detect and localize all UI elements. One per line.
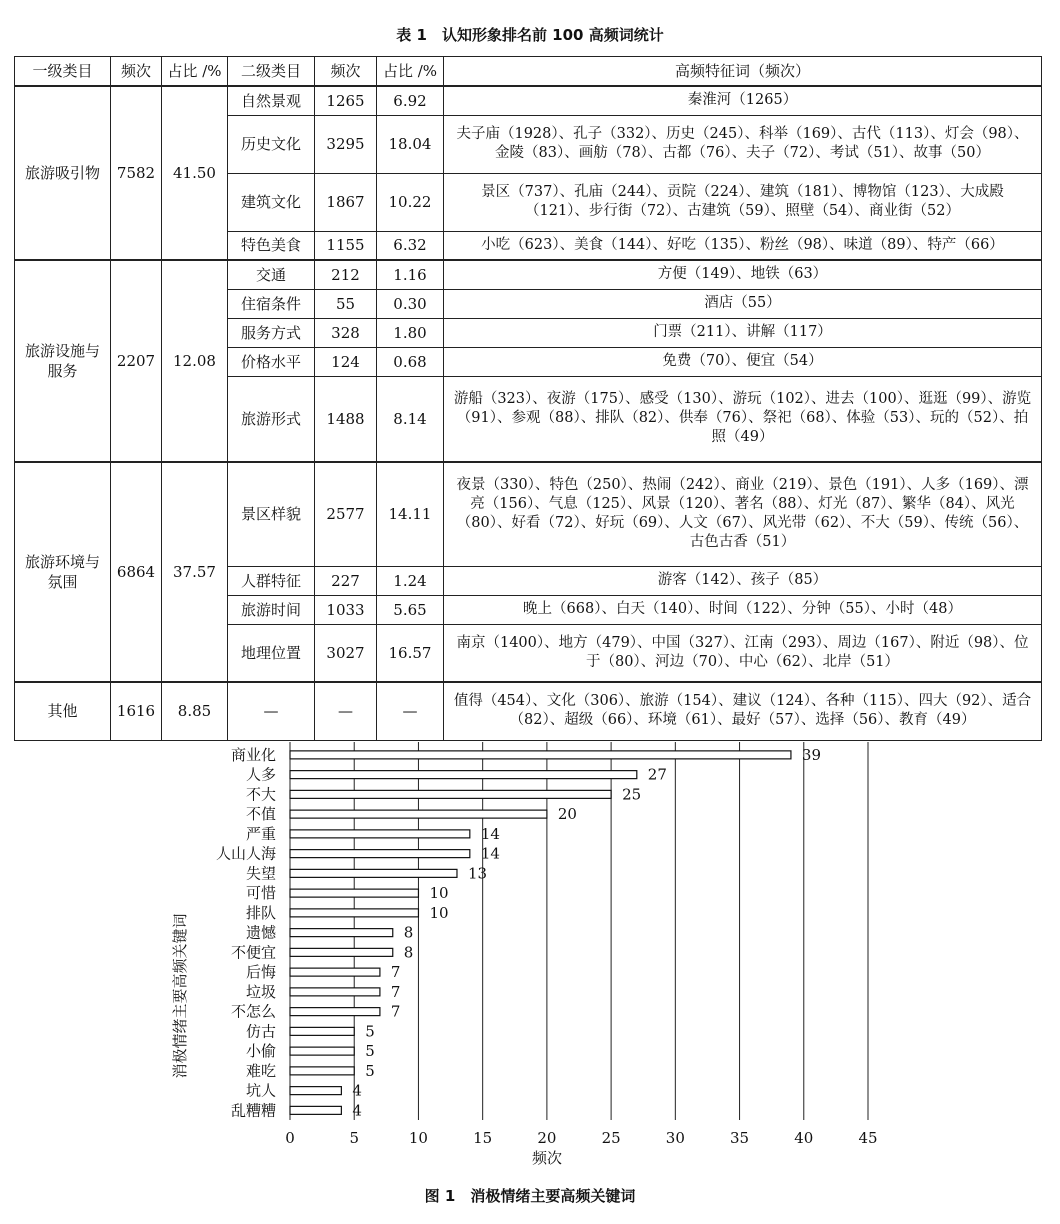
category-label: 人多 — [245, 765, 276, 784]
subcategory-name: 价格水平 — [228, 347, 315, 376]
feature-words: 值得（454）、文化（306）、旅游（154）、建议（124）、各种（115）、四大（92）、适合（82）、超级（66）、环境（61）、最好（57）、选择（56）、教育（49） — [444, 682, 1042, 740]
feature-words: 小吃（623）、美食（144）、好吃（135）、粉丝（98）、味道（89）、特产（66） — [444, 231, 1042, 260]
table-row — [15, 682, 1042, 740]
subcategory-pct: 0.68 — [377, 347, 444, 376]
value-label: 27 — [647, 765, 667, 784]
subcategory-name: 旅游形式 — [228, 376, 315, 462]
x-tick-label: 20 — [537, 1129, 557, 1147]
header-row — [15, 57, 1042, 87]
x-tick-label: 35 — [730, 1129, 750, 1147]
bar — [290, 889, 418, 897]
feature-words: 游船（323）、夜游（175）、感受（130）、游玩（102）、进去（100）、逛逛（99）、游览（91）、参观（88）、排队（82）、供奉（76）、祭祀（68）、体验（53）、玩的（52）、拍照（49） — [444, 376, 1042, 462]
subcategory-pct: 6.32 — [377, 231, 444, 260]
subcategory-freq: 1155 — [315, 231, 377, 260]
category-label: 排队 — [245, 903, 276, 922]
x-tick-label: 5 — [349, 1129, 359, 1147]
bar — [290, 810, 547, 818]
bar — [290, 869, 457, 877]
subcategory-name: 住宿条件 — [228, 289, 315, 318]
table-row — [15, 86, 1042, 115]
subcategory-name: 交通 — [228, 260, 315, 289]
feature-words: 酒店（55） — [444, 289, 1042, 318]
subcategory-freq: 328 — [315, 318, 377, 347]
subcategory-pct: 14.11 — [377, 462, 444, 566]
bar — [290, 790, 611, 798]
value-label: 4 — [352, 1101, 362, 1120]
feature-words: 景区（737）、孔庙（244）、贡院（224）、建筑（181）、博物馆（123）、大成殿（121）、步行街（72）、古建筑（59）、照壁（54）、商业街（52） — [444, 173, 1042, 231]
category-label: 严重 — [245, 824, 276, 843]
bar — [290, 948, 393, 956]
value-label: 5 — [365, 1061, 375, 1080]
category-name: 其他 — [15, 682, 111, 740]
subcategory-freq: 1867 — [315, 173, 377, 231]
table-row — [15, 462, 1042, 566]
value-label: 7 — [390, 1002, 401, 1021]
category-freq: 7582 — [111, 86, 162, 260]
category-label: 商业化 — [230, 745, 276, 764]
bar — [290, 1067, 354, 1075]
bar — [290, 988, 380, 996]
category-pct: 41.50 — [162, 86, 228, 260]
value-label: 14 — [480, 824, 500, 843]
value-label: 4 — [352, 1081, 362, 1100]
subcategory-pct: 10.22 — [377, 173, 444, 231]
subcategory-name: 建筑文化 — [228, 173, 315, 231]
feature-words: 秦淮河（1265） — [444, 86, 1042, 115]
subcategory-freq: 227 — [315, 566, 377, 595]
subcategory-name: 景区样貌 — [228, 462, 315, 566]
subcategory-freq: 55 — [315, 289, 377, 318]
value-label: 39 — [801, 745, 822, 764]
subcategory-freq: — — [315, 682, 377, 740]
x-tick-label: 10 — [408, 1129, 428, 1147]
category-label: 仿古 — [245, 1022, 276, 1041]
subcategory-pct: 8.14 — [377, 376, 444, 462]
subcategory-name: — — [228, 682, 315, 740]
category-label: 乱糟糟 — [230, 1101, 276, 1120]
x-tick-label: 25 — [601, 1129, 621, 1147]
negative-keywords-bar-chart — [0, 738, 1060, 1178]
subcategory-freq: 3295 — [315, 115, 377, 173]
value-label: 7 — [390, 982, 401, 1001]
category-freq: 1616 — [111, 682, 162, 740]
value-label: 20 — [557, 805, 577, 824]
header-cell: 二级类目 — [228, 57, 315, 87]
y-axis-label: 消极情绪主要高频关键词 — [171, 913, 189, 1079]
feature-words: 门票（211）、讲解（117） — [444, 318, 1042, 347]
feature-words: 南京（1400）、地方（479）、中国（327）、江南（293）、周边（167）、附近（98）、位于（80）、河边（70）、中心（62）、北岸（51） — [444, 624, 1042, 682]
stats-table — [14, 56, 1042, 741]
subcategory-name: 历史文化 — [228, 115, 315, 173]
bar — [290, 1106, 341, 1114]
category-label: 失望 — [245, 864, 276, 883]
category-label: 小偷 — [245, 1042, 276, 1061]
subcategory-name: 特色美食 — [228, 231, 315, 260]
bar — [290, 1047, 354, 1055]
category-label: 可惜 — [245, 884, 276, 903]
category-label: 人山人海 — [215, 844, 276, 863]
category-label: 后悔 — [245, 963, 276, 982]
x-tick-label: 15 — [473, 1129, 493, 1147]
subcategory-freq: 1265 — [315, 86, 377, 115]
subcategory-pct: 6.92 — [377, 86, 444, 115]
x-axis-label: 频次 — [531, 1149, 563, 1167]
category-label: 不怎么 — [230, 1002, 276, 1021]
category-freq: 2207 — [111, 260, 162, 462]
bar — [290, 771, 637, 779]
value-label: 14 — [480, 844, 500, 863]
value-label: 13 — [467, 864, 488, 883]
category-name: 旅游设施与服务 — [15, 260, 111, 462]
x-tick-label: 40 — [794, 1129, 814, 1147]
subcategory-pct: 1.80 — [377, 318, 444, 347]
category-label: 遗憾 — [245, 923, 276, 942]
category-pct: 12.08 — [162, 260, 228, 462]
subcategory-pct: — — [377, 682, 444, 740]
feature-words: 方便（149）、地铁（63） — [444, 260, 1042, 289]
bar — [290, 1027, 354, 1035]
subcategory-freq: 2577 — [315, 462, 377, 566]
header-cell: 一级类目 — [15, 57, 111, 87]
feature-words: 晚上（668）、白天（140）、时间（122）、分钟（55）、小时（48） — [444, 595, 1042, 624]
value-label: 7 — [390, 963, 401, 982]
feature-words: 夫子庙（1928）、孔子（332）、历史（245）、科举（169）、古代（113）、灯会（98）、金陵（83）、画舫（78）、古都（76）、夫子（72）、考试（51）、故事（50） — [444, 115, 1042, 173]
subcategory-pct: 18.04 — [377, 115, 444, 173]
bar — [290, 968, 380, 976]
subcategory-name: 地理位置 — [228, 624, 315, 682]
category-label: 不便宜 — [230, 943, 276, 962]
bar — [290, 751, 791, 759]
subcategory-name: 人群特征 — [228, 566, 315, 595]
category-label: 不值 — [245, 805, 276, 824]
header-cell: 占比 /% — [162, 57, 228, 87]
category-label: 不大 — [245, 785, 276, 804]
subcategory-pct: 5.65 — [377, 595, 444, 624]
feature-words: 免费（70）、便宜（54） — [444, 347, 1042, 376]
category-name: 旅游吸引物 — [15, 86, 111, 260]
x-tick-label: 30 — [665, 1129, 685, 1147]
subcategory-freq: 212 — [315, 260, 377, 289]
feature-words: 游客（142）、孩子（85） — [444, 566, 1042, 595]
category-label: 垃圾 — [245, 982, 276, 1001]
subcategory-pct: 16.57 — [377, 624, 444, 682]
x-tick-label: 0 — [285, 1129, 295, 1147]
subcategory-pct: 0.30 — [377, 289, 444, 318]
x-tick-label: 45 — [858, 1129, 878, 1147]
value-label: 8 — [403, 923, 414, 942]
bar — [290, 1008, 380, 1016]
category-label: 坑人 — [245, 1081, 276, 1100]
bar — [290, 929, 393, 937]
bar — [290, 1087, 341, 1095]
subcategory-freq: 1033 — [315, 595, 377, 624]
bar — [290, 830, 470, 838]
feature-words: 夜景（330）、特色（250）、热闹（242）、商业（219）、景色（191）、人多（169）、漂亮（156）、气息（125）、风景（120）、著名（88）、灯光（87）、繁华（84）、风光（80）、好看（72）、好玩（69）、人文（67）、风光带（62）、不大（59）、传统（56）、古色古香（51） — [444, 462, 1042, 566]
subcategory-pct: 1.24 — [377, 566, 444, 595]
header-cell: 频次 — [111, 57, 162, 87]
category-pct: 8.85 — [162, 682, 228, 740]
value-label: 8 — [403, 943, 414, 962]
header-cell: 高频特征词（频次） — [444, 57, 1042, 87]
subcategory-name: 自然景观 — [228, 86, 315, 115]
value-label: 10 — [429, 903, 449, 922]
subcategory-name: 旅游时间 — [228, 595, 315, 624]
value-label: 5 — [365, 1042, 375, 1061]
subcategory-freq: 3027 — [315, 624, 377, 682]
subcategory-freq: 1488 — [315, 376, 377, 462]
subcategory-name: 服务方式 — [228, 318, 315, 347]
subcategory-pct: 1.16 — [377, 260, 444, 289]
value-label: 5 — [365, 1022, 375, 1041]
bar — [290, 850, 470, 858]
subcategory-freq: 124 — [315, 347, 377, 376]
category-freq: 6864 — [111, 462, 162, 682]
category-label: 难吃 — [245, 1061, 276, 1080]
table-title: 表 1 认知形象排名前 100 高频词统计 — [396, 26, 664, 44]
table-row — [15, 260, 1042, 289]
value-label: 25 — [622, 785, 642, 804]
category-name: 旅游环境与氛围 — [15, 462, 111, 682]
category-pct: 37.57 — [162, 462, 228, 682]
value-label: 10 — [429, 884, 449, 903]
header-cell: 占比 /% — [377, 57, 444, 87]
figure-caption: 图 1 消极情绪主要高频关键词 — [424, 1187, 636, 1205]
header-cell: 频次 — [315, 57, 377, 87]
bar — [290, 909, 418, 917]
